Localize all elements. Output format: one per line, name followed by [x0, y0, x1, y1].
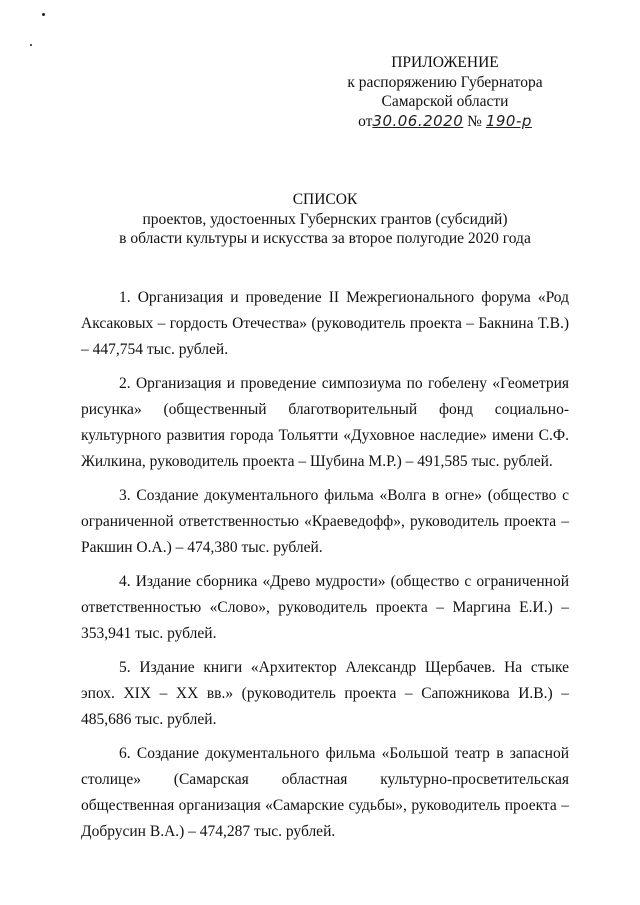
document-subtitle-line-1: проектов, удостоенных Губернских грантов (субсидий)	[142, 210, 508, 228]
handwritten-number: 190-р	[485, 111, 532, 130]
appendix-line-2: Самарской области	[381, 93, 509, 110]
document-heading	[90, 190, 560, 249]
scan-speck	[30, 44, 32, 46]
list-item: 6. Создание документального фильма «Большой театр в запасной столице» (Самарская областная культурно-просветительская общественная организация «Самарские судьбы», руководитель проекта – Добрусин В.А.) – 474,287 тыс. рублей.	[81, 745, 569, 840]
scan-speck	[42, 13, 45, 16]
list-item: 1. Организация и проведение II Межрегионального форума «Род Аксаковых – гордость Отечества» (руководитель проекта – Бакнина Т.В.) – 447,754 тыс. рублей.	[81, 289, 569, 358]
project-list	[81, 285, 569, 853]
list-item: 5. Издание книги «Архитектор Александр Щербачев. На стыке эпох. XIX – XX вв.» (руководитель проекта – Сапожникова И.В.) – 485,686 тыс. рублей.	[81, 659, 569, 728]
document-subtitle-line-2: в области культуры и искусства за второе полугодие 2020 года	[119, 230, 531, 247]
list-item: 4. Издание сборника «Древо мудрости» (общество с ограниченной ответственностью «Слово», руководитель проекта – Маргина Е.И.) – 353,941 тыс. рублей.	[81, 573, 569, 642]
number-label: №	[467, 112, 482, 130]
document-title: СПИСОК	[292, 191, 358, 208]
from-label: от	[358, 112, 373, 130]
handwritten-date: 30.06.2020	[372, 111, 464, 130]
list-item: 3. Создание документального фильма «Волга в огне» (общество с ограниченной ответственностью «Краеведофф», руководитель проекта – Ракшин О.А.) – 474,380 тыс. рублей.	[81, 487, 569, 556]
list-item: 2. Организация и проведение симпозиума по гобелену «Геометрия рисунка» (общественный благотворительный фонд социально-культурного развития города Тольятти «Духовное наследие» имени С.Ф. Жилкина, руководитель проекта – Шубина М.Р.) – 491,585 тыс. рублей.	[81, 375, 569, 470]
appendix-title: ПРИЛОЖЕНИЕ	[391, 54, 499, 71]
appendix-line-1: к распоряжению Губернатора	[347, 73, 543, 91]
appendix-header	[330, 53, 560, 131]
appendix-date-line	[330, 112, 560, 132]
